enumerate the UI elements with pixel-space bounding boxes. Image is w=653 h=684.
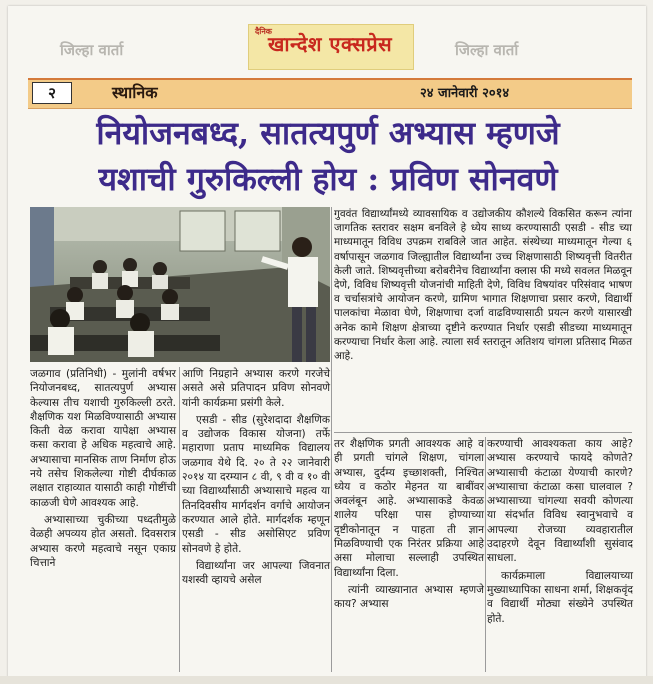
column-divider (485, 437, 486, 672)
column-divider (179, 367, 180, 672)
body-paragraph: आणि निग्रहाने अभ्यास करणे गरजेचे असते असे प्रतिपादन प्रविण सोनवणे यांनी कार्यक्रमा प्रसंगी केले. (182, 368, 330, 409)
page-number: २ (32, 82, 72, 104)
headline-line-2: यशाची गुरुकिल्ली होय : प्रविण सोनवणे (98, 160, 558, 198)
body-paragraph: एसडी - सीड (सुरेशदादा शैक्षणिक व उद्योजक विकास योजना) तर्फे महाराणा प्रताप माध्यमिक विद्यालय जळगाव येथे दि. २० ते २२ जानेवारी २०१४ या दरम्यान ८ वी, ९ वी व १० वी च्या विद्यार्थ्यांसाठी अभ्यासाचे महत्व या तिनदिवसीय मार्गदर्शन वर्गाचे आयोजन करण्यात आले होते. मार्गदर्शक म्हणून एसडी - सीड असोसिएट प्रविण सोनवणे हे होते. (182, 413, 330, 555)
classroom-photo-icon (30, 207, 330, 362)
body-paragraph: अभ्यासाच्या चुकीच्या पध्दतीमुळे वेळही अपव्यय होत असतो. दिवसरात्र अभ्यास करणे महत्वाचे नसून एकाग्र चित्ताने (30, 513, 176, 569)
article-photo (30, 207, 330, 362)
article-column-1 (30, 367, 176, 570)
section-title: स्थानिक (112, 83, 158, 102)
caption-paragraph: जळगाव (प्रतिनिधी) - मुलांनी वर्षभर नियोजनबध्द, सातत्यपुर्ण अभ्यास केल्यास तीच यशाची गुरुकिल्ली ठरते. शैक्षणिक यश मिळविण्यासाठी अभ्यास किती वेळ करावा यापेक्षा अभ्यास कसा करावा हे अधिक महत्वाचे आहे. अभ्यासाचा मानसिक ताण निर्माण होऊ नये तसेच शिकलेल्या गोष्टी दीर्घकाळ लक्षात राहाव्यात यासाठी काही गोष्टींची काळजी घेणे आवश्यक आहे. (30, 368, 176, 509)
section-divider (334, 432, 632, 433)
masthead-title: खान्देश एक्सप्रेस (268, 32, 393, 56)
masthead-small: दैनिक (255, 27, 272, 36)
body-paragraph: कार्यक्रमाला विद्यालयाच्या मुख्याध्यापिका साधना शर्मा, शिक्षकवृंद व विद्यार्थी मोठ्या संख्येने उपस्थित होते. (487, 569, 633, 625)
article-column-3 (334, 437, 484, 612)
article-intro: गुववंत विद्यार्थ्यांमध्ये व्यावसायिक व उद्योजकीय कौशल्ये विकसित करून त्यांना जागतिक स्तरावर सक्षम बनविले हे ध्येय साध्य करण्यासाठी एसडी - सीड च्या माध्यमातून विविध उपक्रम राबविले जात आहेत. संस्थेच्या माध्यमातून गेल्या ६ वर्षापासून जळगाव जिल्ह्यातील विद्यार्थ्यांना उच्च शिक्षणासाठी शिष्यवृत्ती वितरीत केली जाते. शिष्यवृत्तीच्या बरोबरीनेच विद्यार्थ्यांना क्लास फी मध्ये सवलत मिळवून देणे, विविध शिष्यवृत्ती योजनांची माहिती देणे, विविध विषयांवर परिसंवाद भाषण व चर्चासत्रांचे आयोजन करणे, ग्रामिण भागात शिक्षणाचा प्रसार करणे, विद्यार्थी पालकांचा मेळावा घेणे, शिक्षणाचा दर्जा वाढविण्यासाठी प्रयत्न करणे यासारखी अनेक कामे शिक्षण क्षेत्राच्या दृष्टीने करण्यात निर्धार एसडी सीडच्या माध्यमातून करण्याचा निर्धार केला आहे. त्याला सर्व स्तरातून अतिशय चांगला प्रतिसाद मिळत आहे. (334, 208, 632, 363)
body-paragraph: करण्याची आवश्यकता काय आहे? अभ्यास करण्याचे फायदे कोणते? अभ्यासाची कंटाळा येण्याची कारणे? अभ्यासाचा कंटाळा कसा घालवाल ? अभ्यासाच्या चांगल्या सवयी कोणत्या या संदर्भात विविध स्वानुभवाचे व आपल्या रोजच्या व्यवहारातील उदाहरणे देवून विद्यार्थ्यांशी सुसंवाद साधला. (487, 438, 633, 565)
headline (22, 110, 634, 202)
issue-date: २४ जानेवारी २०१४ (420, 86, 510, 101)
print-through-text-left: जिल्हा वार्ता (60, 41, 124, 59)
article-column-4 (487, 437, 633, 626)
article-column-2 (182, 367, 330, 587)
body-paragraph: तर शैक्षणिक प्रगती आवश्यक आहे व ही प्रगती चांगले शिक्षण, चांगला अभ्यास, दुर्दम्य इच्छाशक्ती, निश्चित ध्येय व कठोर मेहनत या बाबींवर अवलंबून आहे. अभ्यासाकडे केवळ शालेय परिक्षा पास होण्याच्या दृष्टीकोनातून न पाहता ती ज्ञान मिळविण्याची एक निरंतर प्रक्रिया आहे असा मोलाचा सल्लाही उपस्थित विद्यार्थ्यांना दिला. (334, 438, 484, 579)
body-paragraph: विद्यार्थ्यांना जर आपल्या जिवनात यशस्वी व्हायचे असेल (182, 559, 330, 587)
print-through-text-right: जिल्हा वार्ता (455, 41, 519, 59)
body-paragraph: त्यांनी व्याख्यानात अभ्यास म्हणजे काय? अभ्यास (334, 583, 484, 611)
column-divider (331, 207, 332, 672)
scan-bottom-edge (0, 676, 653, 684)
headline-line-1: नियोजनबध्द, सातत्यपुर्ण अभ्यास म्हणजे (96, 114, 560, 152)
